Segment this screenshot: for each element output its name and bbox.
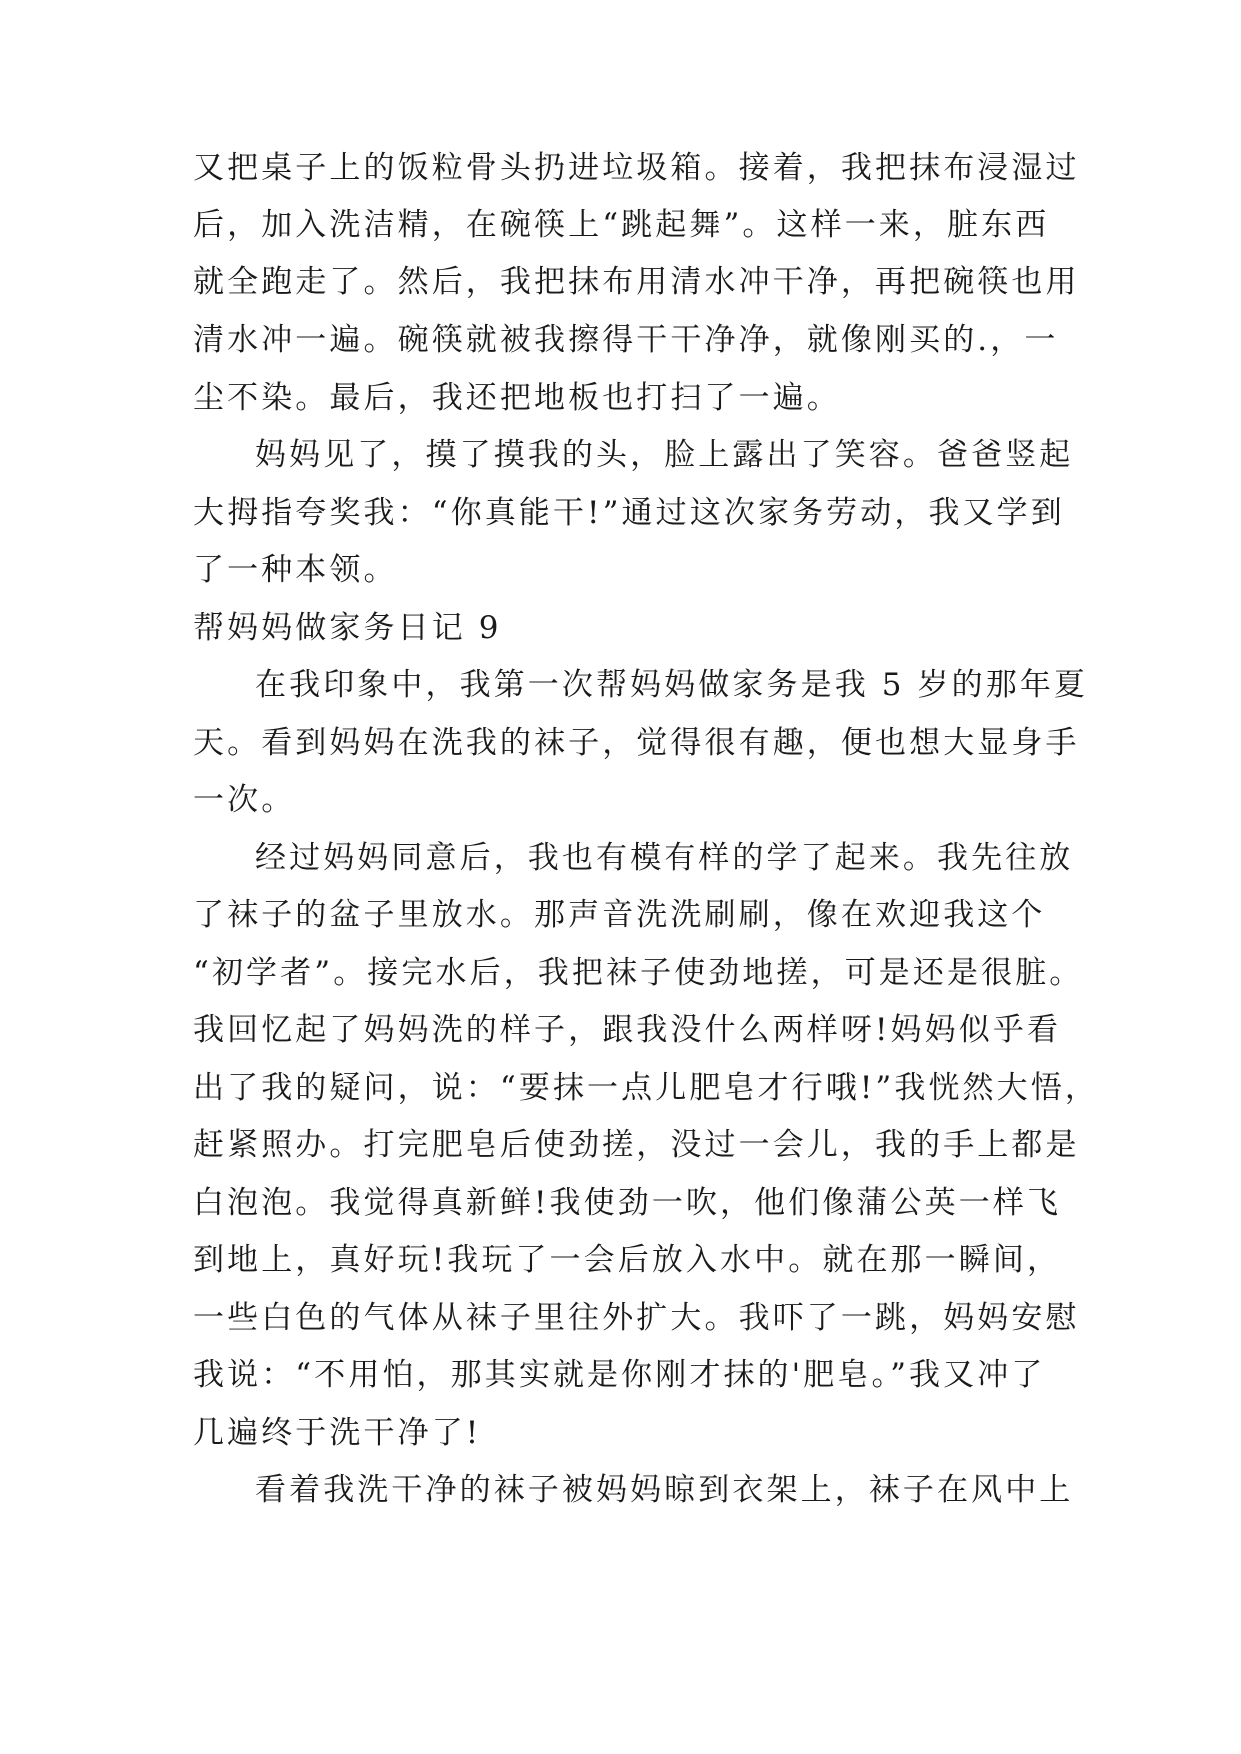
paragraph-line: 白泡泡。我觉得真新鲜!我使劲一吹，他们像蒲公英一样飞 — [193, 1185, 1062, 1221]
paragraph-line: 到地上，真好玩!我玩了一会后放入水中。就在那一瞬间， — [193, 1242, 1062, 1278]
paragraph-line: 了一种本领。 — [193, 552, 398, 588]
paragraph-line: 尘不染。最后，我还把地板也打扫了一遍。 — [193, 380, 841, 416]
section-heading: 帮妈妈做家务日记 9 — [193, 610, 502, 646]
paragraph-line: 经过妈妈同意后，我也有模有样的学了起来。我先往放 — [255, 840, 1074, 876]
paragraph-line: 看着我洗干净的袜子被妈妈晾到衣架上，袜子在风中上 — [255, 1472, 1074, 1508]
paragraph-line: 后，加入洗洁精，在碗筷上“跳起舞”。这样一来，脏东西 — [193, 207, 1050, 243]
paragraph-line: 几遍终于洗干净了! — [193, 1415, 482, 1451]
paragraph-line: 天。看到妈妈在洗我的袜子，觉得很有趣，便也想大显身手 — [193, 725, 1080, 761]
paragraph-line: 就全跑走了。然后，我把抹布用清水冲干净，再把碗筷也用 — [193, 264, 1080, 300]
paragraph-line: 一次。 — [193, 782, 296, 818]
paragraph-line: 又把桌子上的饭粒骨头扔进垃圾箱。接着，我把抹布浸湿过 — [193, 150, 1080, 186]
paragraph-line: 赶紧照办。打完肥皂后使劲搓，没过一会儿，我的手上都是 — [193, 1127, 1080, 1163]
paragraph-line: 妈妈见了，摸了摸我的头，脸上露出了笑容。爸爸竖起 — [255, 437, 1074, 473]
paragraph-line: 我回忆起了妈妈洗的样子，跟我没什么两样呀!妈妈似乎看 — [193, 1012, 1062, 1048]
paragraph-line: 一些白色的气体从袜子里往外扩大。我吓了一跳，妈妈安慰 — [193, 1300, 1080, 1336]
paragraph-line: 大拇指夸奖我：“你真能干!”通过这次家务劳动，我又学到 — [193, 495, 1065, 531]
paragraph-line: “初学者”。接完水后，我把袜子使劲地搓，可是还是很脏。 — [193, 955, 1084, 991]
paragraph-line: 在我印象中，我第一次帮妈妈做家务是我 5 岁的那年夏 — [255, 667, 1089, 703]
paragraph-line: 我说：“不用怕，那其实就是你刚才抹的'肥皂。”我又冲了 — [193, 1357, 1046, 1393]
paragraph-line: 了袜子的盆子里放水。那声音洗洗刷刷，像在欢迎我这个 — [193, 897, 1046, 933]
paragraph-line: 出了我的疑问，说：“要抹一点儿肥皂才行哦!”我恍然大悟， — [193, 1070, 1099, 1106]
paragraph-line: 清水冲一遍。碗筷就被我擦得干干净净，就像刚买的.，一 — [193, 322, 1059, 358]
